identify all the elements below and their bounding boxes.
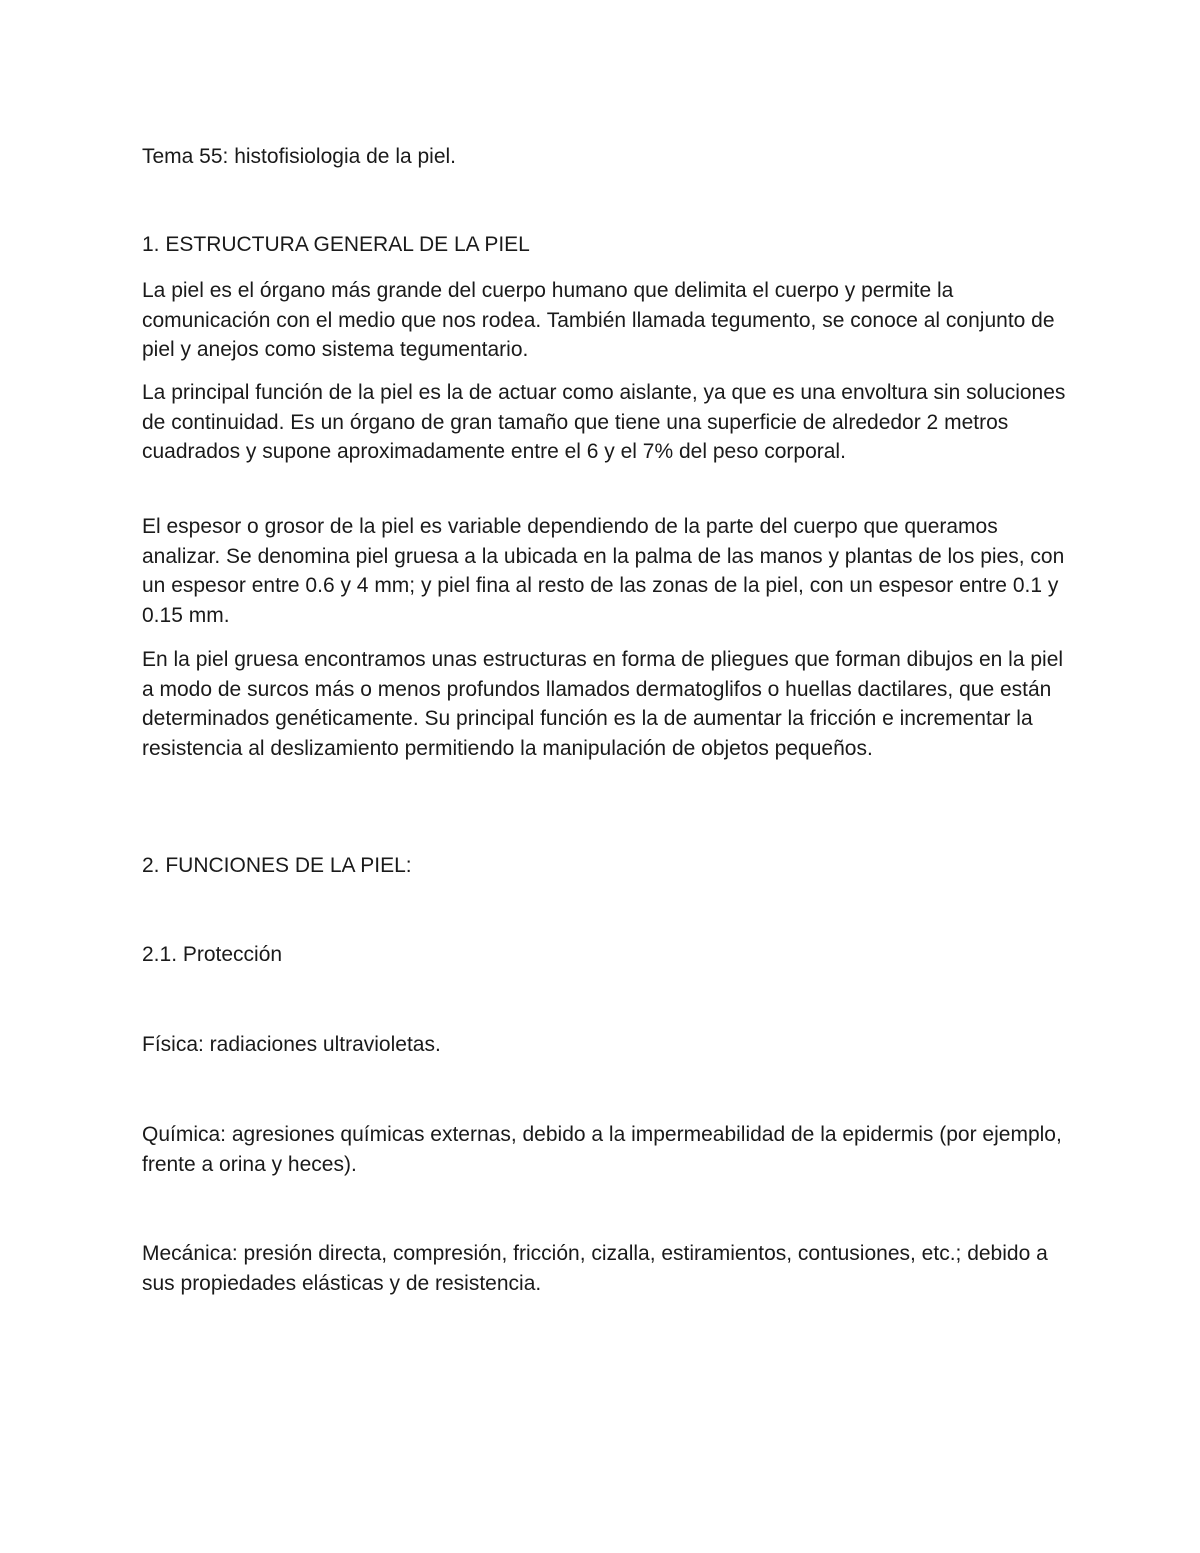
section-1-paragraph-1: La piel es el órgano más grande del cuerpo humano que delimita el cuerpo y permite la comunicación con el medio que nos rodea. También llamada tegumento, se conoce al conjunto de piel y anejos como sistema tegumentario. [142,279,1055,361]
section-1-paragraph-2: La principal función de la piel es la de actuar como aislante, ya que es una envoltura sin soluciones de continuidad. Es un órgano de gran tamaño que tiene una superficie de alrededor 2 metros cuadrados y supone aproximadamente entre el 6 y el 7% del peso corporal. [142,381,1066,463]
section-2-heading: 2. FUNCIONES DE LA PIEL: [142,854,412,877]
proteccion-mecanica: Mecánica: presión directa, compresión, fricción, cizalla, estiramientos, contusiones, etc.; debido a sus propiedades elásticas y de resistencia. [142,1242,1048,1295]
section-1-paragraph-3: El espesor o grosor de la piel es variable dependiendo de la parte del cuerpo que queramos analizar. Se denomina piel gruesa a la ubicada en la palma de las manos y plantas de los pies, con un espesor entre 0.6 y 4 mm; y piel fina al resto de las zonas de la piel, con un espesor entre 0.1 y 0.15 mm. [142,515,1065,627]
document-title: Tema 55: histofisiologia de la piel. [142,145,457,168]
proteccion-quimica: Química: agresiones químicas externas, debido a la impermeabilidad de la epidermis (por ejemplo, frente a orina y heces). [142,1123,1062,1176]
section-1-heading: 1. ESTRUCTURA GENERAL DE LA PIEL [142,233,530,256]
section-1-paragraph-4: En la piel gruesa encontramos unas estructuras en forma de pliegues que forman dibujos en la piel a modo de surcos más o menos profundos llamados dermatoglifos o huellas dactilares, que están determinados genéticamente. Su principal función es la de aumentar la fricción e incrementar la resistencia al deslizamiento permitiendo la manipulación de objetos pequeños. [142,648,1064,760]
proteccion-fisica: Física: radiaciones ultravioletas. [142,1033,441,1056]
section-2-1-heading: 2.1. Protección [142,943,283,966]
